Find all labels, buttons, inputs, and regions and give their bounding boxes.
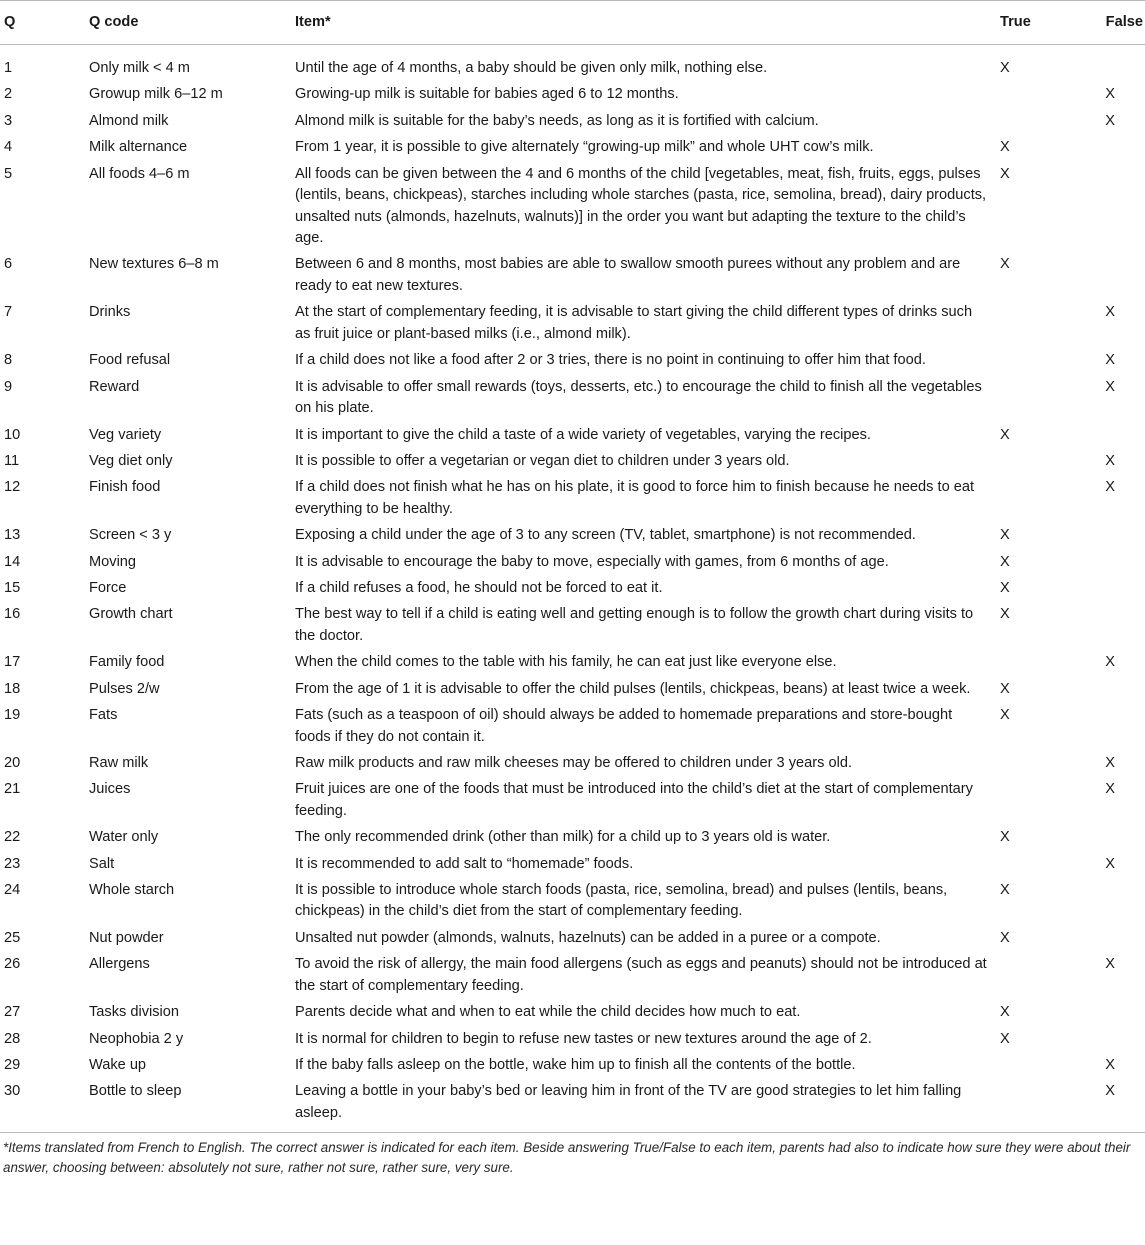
cell-false: X	[1105, 452, 1115, 469]
cell-false: X	[1105, 86, 1115, 103]
table-row	[0, 954, 1145, 1002]
cell-true	[994, 477, 1079, 525]
table-row	[0, 137, 1145, 163]
cell-q: 4	[4, 139, 13, 156]
cell-item: Fruit juices are one of the foods that must be introduced into the child’s diet at the start of complementary feeding.	[295, 781, 973, 819]
cell-true: X	[1000, 881, 1010, 898]
cell-item: When the child comes to the table with his family, he can eat just like everyone else.	[295, 654, 837, 671]
cell-false: X	[1105, 304, 1115, 321]
cell-item: The only recommended drink (other than milk) for a child up to 3 years old is water.	[295, 829, 831, 846]
header-false: False	[1079, 1, 1145, 45]
table-row	[0, 880, 1145, 928]
cell-item: Between 6 and 8 months, most babies are able to swallow smooth purees without any problem and are ready to eat new textures.	[295, 256, 961, 294]
cell-q-code: Nut powder	[89, 929, 164, 946]
cell-true	[994, 753, 1079, 779]
cell-q: 19	[4, 707, 21, 724]
cell-true	[994, 111, 1079, 137]
cell-q-code: Reward	[89, 378, 140, 395]
cell-false	[1079, 45, 1145, 85]
cell-q: 13	[4, 527, 21, 544]
cell-true: X	[1000, 1030, 1010, 1047]
table-row	[0, 679, 1145, 705]
table-row	[0, 1002, 1145, 1028]
cell-q-code: All foods 4–6 m	[89, 165, 190, 182]
header-row	[0, 1, 1145, 45]
cell-true	[994, 350, 1079, 376]
cell-q: 24	[4, 881, 21, 898]
table-row	[0, 451, 1145, 477]
cell-q-code: Family food	[89, 654, 165, 671]
cell-item: To avoid the risk of allergy, the main food allergens (such as eggs and peanuts) should not be introduced at the start of complementary feeding.	[295, 956, 987, 994]
cell-q-code: Finish food	[89, 479, 161, 496]
cell-true	[994, 779, 1079, 827]
cell-q: 5	[4, 165, 13, 182]
table-row	[0, 705, 1145, 753]
cell-true	[994, 302, 1079, 350]
cell-q: 20	[4, 754, 21, 771]
cell-true	[994, 854, 1079, 880]
cell-false: X	[1105, 1056, 1115, 1073]
cell-q-code: Only milk < 4 m	[89, 60, 190, 76]
cell-item: It is normal for children to begin to refuse new tastes or new textures around the age of 2.	[295, 1030, 872, 1047]
cell-item: Growing-up milk is suitable for babies aged 6 to 12 months.	[295, 86, 679, 103]
cell-q: 7	[4, 304, 13, 321]
cell-q-code: Pulses 2/w	[89, 680, 160, 697]
table-row	[0, 1055, 1145, 1081]
cell-false	[1079, 254, 1145, 302]
table-row	[0, 827, 1145, 853]
cell-true: X	[1000, 553, 1010, 570]
cell-q: 10	[4, 426, 21, 443]
cell-false	[1079, 425, 1145, 451]
cell-item: Until the age of 4 months, a baby should be given only milk, nothing else.	[295, 60, 768, 76]
cell-item: Exposing a child under the age of 3 to any screen (TV, tablet, smartphone) is not recommended.	[295, 527, 916, 544]
cell-true: X	[1000, 707, 1010, 724]
cell-q-code: New textures 6–8 m	[89, 256, 219, 273]
cell-false: X	[1105, 479, 1115, 496]
cell-true: X	[1000, 606, 1010, 623]
cell-false	[1079, 164, 1145, 255]
cell-q-code: Whole starch	[89, 881, 175, 898]
table-header	[0, 1, 1145, 45]
cell-false	[1079, 1002, 1145, 1028]
cell-item: If the baby falls asleep on the bottle, wake him up to finish all the contents of the bottle.	[295, 1056, 856, 1073]
cell-false	[1079, 552, 1145, 578]
cell-q-code: Raw milk	[89, 754, 149, 771]
cell-q: 21	[4, 781, 21, 798]
cell-false: X	[1079, 1081, 1145, 1133]
table-row	[0, 525, 1145, 551]
cell-item: From the age of 1 it is advisable to offer the child pulses (lentils, chickpeas, beans) at least twice a week.	[295, 680, 971, 697]
cell-q: 15	[4, 579, 21, 596]
cell-item: It is advisable to encourage the baby to move, especially with games, from 6 months of age.	[295, 553, 889, 570]
cell-true	[994, 84, 1079, 110]
cell-q: 17	[4, 654, 21, 671]
table-row	[0, 604, 1145, 652]
cell-false	[1079, 525, 1145, 551]
cell-q: 23	[4, 855, 21, 872]
cell-q: 16	[4, 606, 21, 623]
cell-item: From 1 year, it is possible to give alternately “growing-up milk” and whole UHT cow’s milk.	[295, 139, 874, 156]
cell-q-code: Veg diet only	[89, 452, 173, 469]
table-row	[0, 753, 1145, 779]
cell-item: Parents decide what and when to eat while the child decides how much to eat.	[295, 1004, 801, 1021]
cell-true: X	[1000, 165, 1010, 182]
cell-q-code: Juices	[89, 781, 131, 798]
cell-q-code: Neophobia 2 y	[89, 1030, 184, 1047]
cell-item: If a child does not like a food after 2 or 3 tries, there is no point in continuing to offer him that food.	[295, 352, 926, 369]
cell-q: 9	[4, 378, 13, 395]
cell-q: 29	[4, 1056, 21, 1073]
cell-false: X	[1105, 352, 1115, 369]
cell-true: X	[1000, 426, 1010, 443]
cell-true: X	[1000, 579, 1010, 596]
table-body	[0, 45, 1145, 1133]
cell-true: X	[1000, 680, 1010, 697]
table-footnote: *Items translated from French to English. The correct answer is indicated for each item. Beside answering True/False to each item, parents had also to indicate how sure they were about their answer, choosing between: absolutely not sure, rather not sure, rather sure, very sure.	[3, 1140, 1131, 1176]
table-row	[0, 302, 1145, 350]
cell-item: Fats (such as a teaspoon of oil) should always be added to homemade preparations and store-bought foods if they do not contain it.	[295, 707, 953, 745]
table-row	[0, 552, 1145, 578]
table-row	[0, 111, 1145, 137]
cell-item: It is recommended to add salt to “homemade” foods.	[295, 855, 634, 872]
cell-q-code: Force	[89, 579, 127, 596]
cell-false: X	[1105, 956, 1115, 973]
cell-q: 6	[4, 256, 13, 273]
cell-false: X	[1105, 754, 1115, 771]
cell-q: 30	[0, 1081, 84, 1133]
cell-false: X	[1105, 654, 1115, 671]
cell-q-code: Almond milk	[89, 112, 169, 129]
cell-true	[994, 1055, 1079, 1081]
cell-q-code: Food refusal	[89, 352, 171, 369]
cell-true: X	[1000, 256, 1010, 273]
cell-false	[1079, 880, 1145, 928]
cell-q-code: Bottle to sleep	[84, 1081, 295, 1133]
cell-q: 12	[4, 479, 21, 496]
cell-item: Almond milk is suitable for the baby’s needs, as long as it is fortified with calcium.	[295, 112, 819, 129]
table-row	[0, 578, 1145, 604]
table-row	[0, 477, 1145, 525]
cell-q: 26	[4, 956, 21, 973]
cell-false	[1079, 679, 1145, 705]
cell-item: If a child refuses a food, he should not be forced to eat it.	[295, 579, 663, 596]
cell-item: If a child does not finish what he has on his plate, it is good to force him to finish because he needs to eat everything to be healthy.	[295, 479, 975, 517]
cell-false	[1079, 827, 1145, 853]
table-row	[0, 377, 1145, 425]
cell-item: Raw milk products and raw milk cheeses may be offered to children under 3 years old.	[295, 754, 852, 771]
cell-q-code: Wake up	[89, 1056, 147, 1073]
header-q: Q	[0, 1, 84, 45]
cell-true	[994, 954, 1079, 1002]
table-row	[0, 779, 1145, 827]
cell-q-code: Growth chart	[89, 606, 173, 623]
cell-true	[994, 1081, 1079, 1133]
cell-q-code: Drinks	[89, 304, 131, 321]
table-row	[0, 425, 1145, 451]
cell-false	[1079, 928, 1145, 954]
cell-q: 14	[4, 553, 21, 570]
table-row	[0, 1081, 1145, 1133]
cell-q-code: Screen < 3 y	[89, 527, 172, 544]
cell-true	[994, 652, 1079, 678]
cell-q-code: Moving	[89, 553, 137, 570]
cell-q-code: Tasks division	[89, 1004, 180, 1021]
table-row	[0, 164, 1145, 255]
cell-false	[1079, 137, 1145, 163]
cell-q: 2	[4, 86, 13, 103]
cell-item: It is advisable to offer small rewards (toys, desserts, etc.) to encourage the child to finish all the vegetables on his plate.	[295, 378, 982, 417]
cell-item: Leaving a bottle in your baby’s bed or leaving him in front of the TV are good strategies to let him falling asleep.	[295, 1081, 994, 1133]
cell-false: X	[1105, 112, 1115, 129]
cell-true	[994, 451, 1079, 477]
cell-q: 3	[4, 112, 13, 129]
cell-item: At the start of complementary feeding, it is advisable to start giving the child different types of drinks such as fruit juice or plant-based milks (i.e., almond milk).	[295, 304, 973, 342]
cell-true: X	[1000, 829, 1010, 846]
cell-q-code: Allergens	[89, 956, 150, 973]
cell-item: It is possible to offer a vegetarian or vegan diet to children under 3 years old.	[295, 452, 790, 469]
cell-q-code: Water only	[89, 829, 159, 846]
cell-q: 28	[4, 1030, 21, 1047]
cell-true: X	[1000, 527, 1010, 544]
cell-q-code: Fats	[89, 707, 118, 724]
header-item: Item*	[295, 1, 994, 45]
cell-true: X	[1000, 1004, 1010, 1021]
cell-false	[1079, 705, 1145, 753]
header-true: True	[994, 1, 1079, 45]
header-q-code: Q code	[84, 1, 295, 45]
cell-false: X	[1105, 855, 1115, 872]
cell-true	[994, 377, 1079, 425]
table-row	[0, 854, 1145, 880]
cell-item: It is important to give the child a taste of a wide variety of vegetables, varying the recipes.	[295, 426, 871, 443]
cell-q-code: Veg variety	[89, 426, 162, 443]
cell-q: 1	[4, 60, 13, 76]
cell-false	[1079, 578, 1145, 604]
cell-q: 8	[4, 352, 13, 369]
cell-q: 18	[4, 680, 21, 697]
cell-false	[1079, 1029, 1145, 1055]
cell-item: Unsalted nut powder (almonds, walnuts, hazelnuts) can be added in a puree or a compote.	[295, 929, 881, 946]
cell-item: The best way to tell if a child is eating well and getting enough is to follow the growth chart during visits to the doctor.	[295, 606, 974, 644]
cell-q: 22	[4, 829, 21, 846]
cell-false: X	[1105, 378, 1115, 395]
cell-q-code: Growup milk 6–12 m	[89, 86, 223, 103]
table-row	[0, 350, 1145, 376]
cell-true: X	[1000, 139, 1010, 156]
cell-q: 27	[4, 1004, 21, 1021]
cell-q-code: Salt	[89, 855, 115, 872]
cell-q: 25	[4, 929, 21, 946]
table-row	[0, 254, 1145, 302]
cell-q-code: Milk alternance	[89, 139, 188, 156]
table-row	[0, 652, 1145, 678]
cell-true: X	[1000, 929, 1010, 946]
table-row	[0, 45, 1145, 85]
table-row	[0, 84, 1145, 110]
cell-item: It is possible to introduce whole starch foods (pasta, rice, semolina, bread) and pulses (lentils, beans, chickpeas) in the child’s diet from the start of complementary feeding.	[295, 881, 948, 920]
table-row	[0, 1029, 1145, 1055]
cell-true: X	[1000, 60, 1010, 76]
cell-q: 11	[4, 452, 20, 469]
cell-item: All foods can be given between the 4 and 6 months of the child [vegetables, meat, fish, fruits, eggs, pulses (lentils, beans, chickpeas), starches including whole starches (pasta, rice, semolina, bread), dairy products, unsalted nuts (almonds, hazelnuts, walnuts)] in the order you want but adapting the texture to the child’s age.	[295, 165, 987, 247]
table-row	[0, 928, 1145, 954]
cell-false: X	[1105, 781, 1115, 798]
cell-false	[1079, 604, 1145, 652]
